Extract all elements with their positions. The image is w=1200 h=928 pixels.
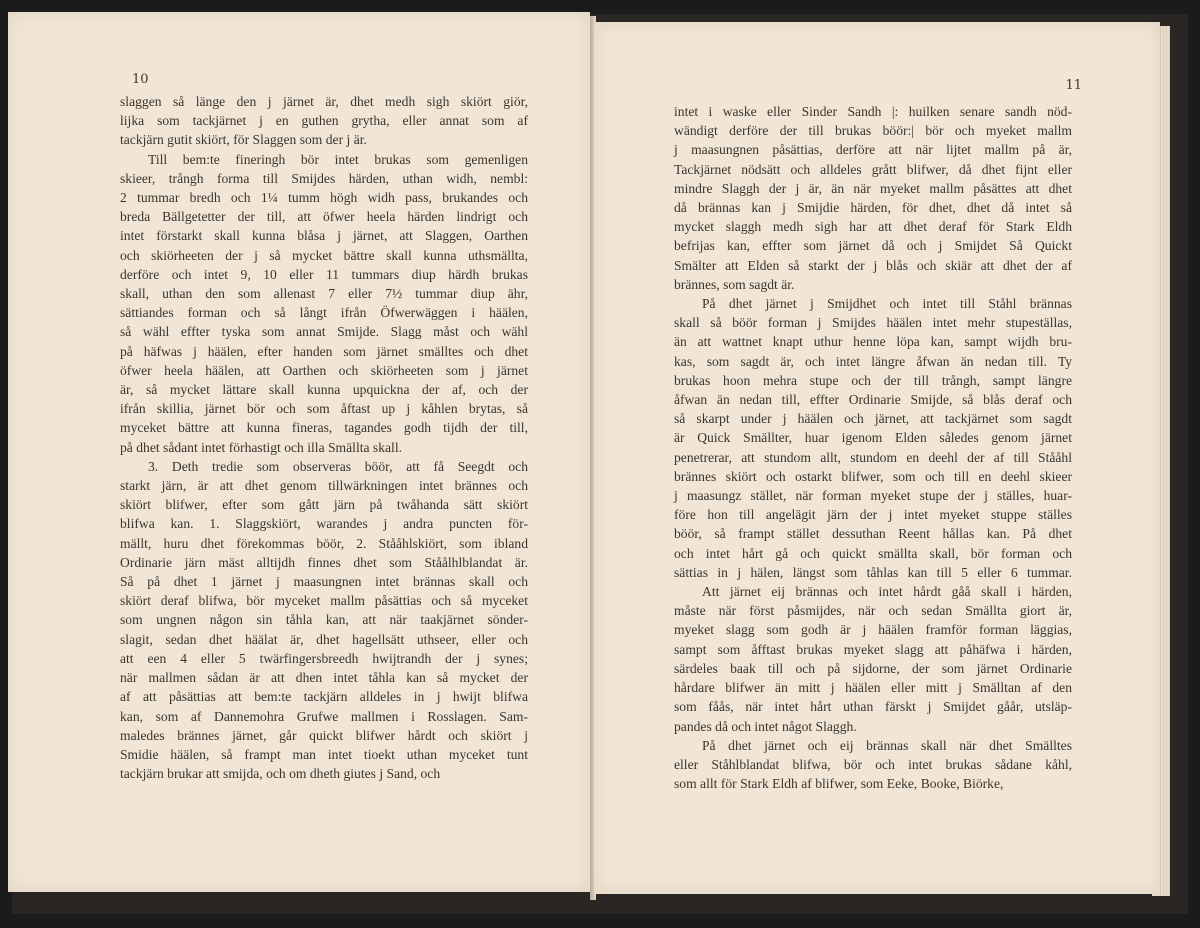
text-line: af att påsättias att bem:te tackjärn alldeles in j hwijt blifwa [120, 689, 528, 705]
text-line: Så på dhet 1 järnet j maasungnen intet brännas skall och [120, 574, 528, 590]
text-line: åfwan än nedan till, effter Ordinarie Smijde, så blås deraf och [674, 392, 1072, 408]
text-line: mindre Slaggh der j är, än när myeket mallm påsättes att dhet [674, 180, 1072, 196]
text-line: myceket bättre att kunna fineras, tagandes godh tijdh der till, [120, 420, 528, 436]
text-line: skiört blifwer, efter som gått järn på twåhanda sätt skiört [120, 497, 528, 513]
right-page [594, 22, 1160, 894]
text-line: myeket slagg som godh är j häälen framför forman läggias, [674, 622, 1072, 638]
text-line: Smälter att Elden så starkt der j blås och skiär att dhet der af [674, 257, 1072, 273]
text-line: på häfwas j häälen, efter handen som järnet smälltes och dhet [120, 343, 528, 359]
text-line: slagit, sedan dhet häälat är, dhet hagellsätt uthseer, eller och [120, 631, 528, 647]
text-line: På dhet järnet j Smijdhet och intet till Ståhl brännas [702, 296, 1072, 312]
text-line: blifwa kan. 1. Slaggskiört, warandes j andra puncten för- [120, 516, 528, 532]
text-line: Ordinarie järn mäst alltijdh finnes dhet som Ståålhlblandat är. [120, 554, 528, 570]
text-line: före hon till angelägit järn der j intet myeket stuppe ställes [674, 507, 1072, 523]
text-line: befrijas kan, effter som järnet då och j Smijdet Så Quickt [674, 238, 1072, 254]
page-number-right: 11 [1065, 78, 1082, 93]
text-line: eller Ståhlblandat blifwa, bör och intet brukas sådane kåhl, [674, 756, 1072, 772]
text-line: skall så böör forman j Smijdes häälen intet mehr stupeställas, [674, 315, 1072, 331]
text-line: att een 4 eller 5 twärfingersbreedh hwijtrandh der j synes; [120, 650, 528, 666]
text-line: starkt järn, är att dhet genom tillwärkningen intet brännes och [120, 478, 528, 494]
text-line: är, så mycket lättare skall kunna upquickna der af, och der [120, 382, 528, 398]
text-line: brukas hoon mehra stupe och der till trångh, sampt längre [674, 372, 1072, 388]
text-line: brännes skiört och ostarkt blifwer, som och till en deehl skieer [674, 468, 1072, 484]
text-line: är Quick Smällter, huar igenom Elden således genom järnet [674, 430, 1072, 446]
text-line: slaggen så länge den j järnet är, dhet medh sigh skiört giör, [120, 94, 528, 109]
text-line: särdeles baak till och på sijdorne, der som järnet Ordinarie [674, 660, 1072, 676]
text-line: så wähl effter tyska som annat Smijde. Slagg måst och wähl [120, 324, 528, 340]
text-line: som fåås, när intet hårt uthan färskt j Smijdet gåår, utsläp- [674, 699, 1072, 715]
text-line: än att wattnet knapt uthur henne löpa kan, sampt wijdh bru- [674, 334, 1072, 350]
text-line: intet i waske eller Sinder Sandh |: huilken senare sandh nöd- [674, 104, 1072, 119]
text-line: pandes då och intet något Slaggh. [674, 718, 857, 734]
text-line: skall, uthan den som allenast 7 eller 7½ tummar diup ähr, [120, 286, 528, 302]
text-line: tackjärn brukar att smijda, och om dheth giutes j Sand, och [120, 766, 441, 782]
text-line: kan, som af Dannemohra Grufwe mallmen i Rosslagen. Sam- [120, 708, 528, 724]
text-line: skiört deraf blifwa, bör myceket mallm påsättias och så myceket [120, 593, 528, 609]
text-line: derföre och intet 9, 10 eller 11 tummars diup härdh brukas [120, 266, 528, 282]
text-line: och skiörheeten der j så mycket bättre skall kunna uthsmällta, [120, 247, 528, 263]
text-line: Till bem:te fineringh bör intet brukas som gemenligen [148, 151, 528, 167]
text-line: och intet hårt gå och quickt smällta skall, bör forman och [674, 545, 1072, 561]
text-line: maledes brännes järnet, går quickt blifwer hårdt och skiört j [120, 727, 528, 743]
page-number-left: 10 [132, 72, 149, 87]
text-line: penetrerar, att stundom allt, stundom en deehl der af till Stååhl [674, 449, 1072, 465]
text-line: när mallmen sådan är att dhen intet tåhla kan så mycket der [120, 670, 528, 686]
text-line: wändigt derföre der till brukas böör:| bör och myeket mallm [674, 123, 1072, 139]
text-line: lijka som tackjärnet j en guthen grytha, eller annat som af [120, 113, 528, 129]
text-line: j maasungnen påsättias, derföre att när lijtet mallm på är, [674, 142, 1072, 158]
text-line: breda Bällgetetter der till, att öfwer heela härden lindrigt och [120, 209, 528, 225]
text-line: sampt som åfftast brukas myeket slagg att påhäfwa i härden, [674, 641, 1072, 657]
text-line: sättias in j hälen, längst som tåhlas kan till 5 eller 6 tummar. [674, 564, 1072, 580]
left-page [8, 12, 590, 892]
left-page-text [120, 92, 528, 783]
text-line: ifrån skillia, järnet bör och som åftast up j kåhlen brytas, så [120, 401, 528, 417]
text-line: 3. Deth tredie som observeras böör, att få Seegdt och [148, 458, 528, 474]
text-line: j maasungz stället, när forman myeket stupe der j ställes, huar- [674, 488, 1072, 504]
right-page-text [674, 102, 1072, 793]
text-line: på dhet sådant intet förhastigt och illa Smällta skall. [120, 439, 403, 455]
text-line: brännes, som sagdt är. [674, 276, 795, 292]
text-line: mällt, huru dhet förekommas böör, 2. Stååhlskiört, som ibland [120, 535, 528, 551]
text-line: intet förstarkt skall kunna blåsa j järnet, att Slaggen, Oarthen [120, 228, 528, 244]
text-line: öfwer heela häälen, att Oarthen och skiörheeten som j järnet [120, 362, 528, 378]
text-line: så skarpt under j häälen och järnet, att tackjärnet som sagdt [674, 411, 1072, 427]
text-line: Att järnet eij brännas och intet hårdt gåå skall i härden, [702, 584, 1072, 600]
text-line: mycket slaggh medh sigh har att dhet deraf för Stark Eldh [674, 219, 1072, 235]
text-line: som ungnen någon sin tåhla kan, att när taakjärnet sönder- [120, 612, 528, 628]
text-line: böör, så frampt stället dessuthan Reent hållas kan. På dhet [674, 526, 1072, 542]
text-line: måste när först påsmijdes, när och sedan Smällta giort är, [674, 603, 1072, 619]
text-line: som allt för Stark Eldh af blifwer, som Eeke, Booke, Biörke, [674, 776, 1004, 792]
text-line: På dhet järnet och eij brännas skall när dhet Smälltes [702, 737, 1072, 753]
text-line: Tackjärnet nödsätt och alldeles grått blifwer, då dhet fijnt eller [674, 161, 1072, 177]
text-line: tackjärn gutit skiört, för Slaggen som der j är. [120, 132, 367, 148]
text-line: sättiandes forman och så långt ifrån Öfwerwäggen i häälen, [120, 305, 528, 321]
text-line: kas, som sagdt är, och intet längre åfwan än nedan till. Ty [674, 353, 1072, 369]
text-line: hårdare blifwer än mitt j häälen eller mitt j Smälltan af den [674, 680, 1072, 696]
text-line: Smidie häälen, så frampt man intet tioekt uthan myceket tunt [120, 746, 528, 762]
text-line: då brännas kan j Smijdie härden, för dhet, dhet då intet så [674, 200, 1072, 216]
text-line: 2 tummar bredh och 1¼ tumm högh widh pass, brukandes och [120, 190, 528, 206]
text-line: skieer, trångh forma till Smijdes härden, uthan widh, nembl: [120, 170, 528, 186]
